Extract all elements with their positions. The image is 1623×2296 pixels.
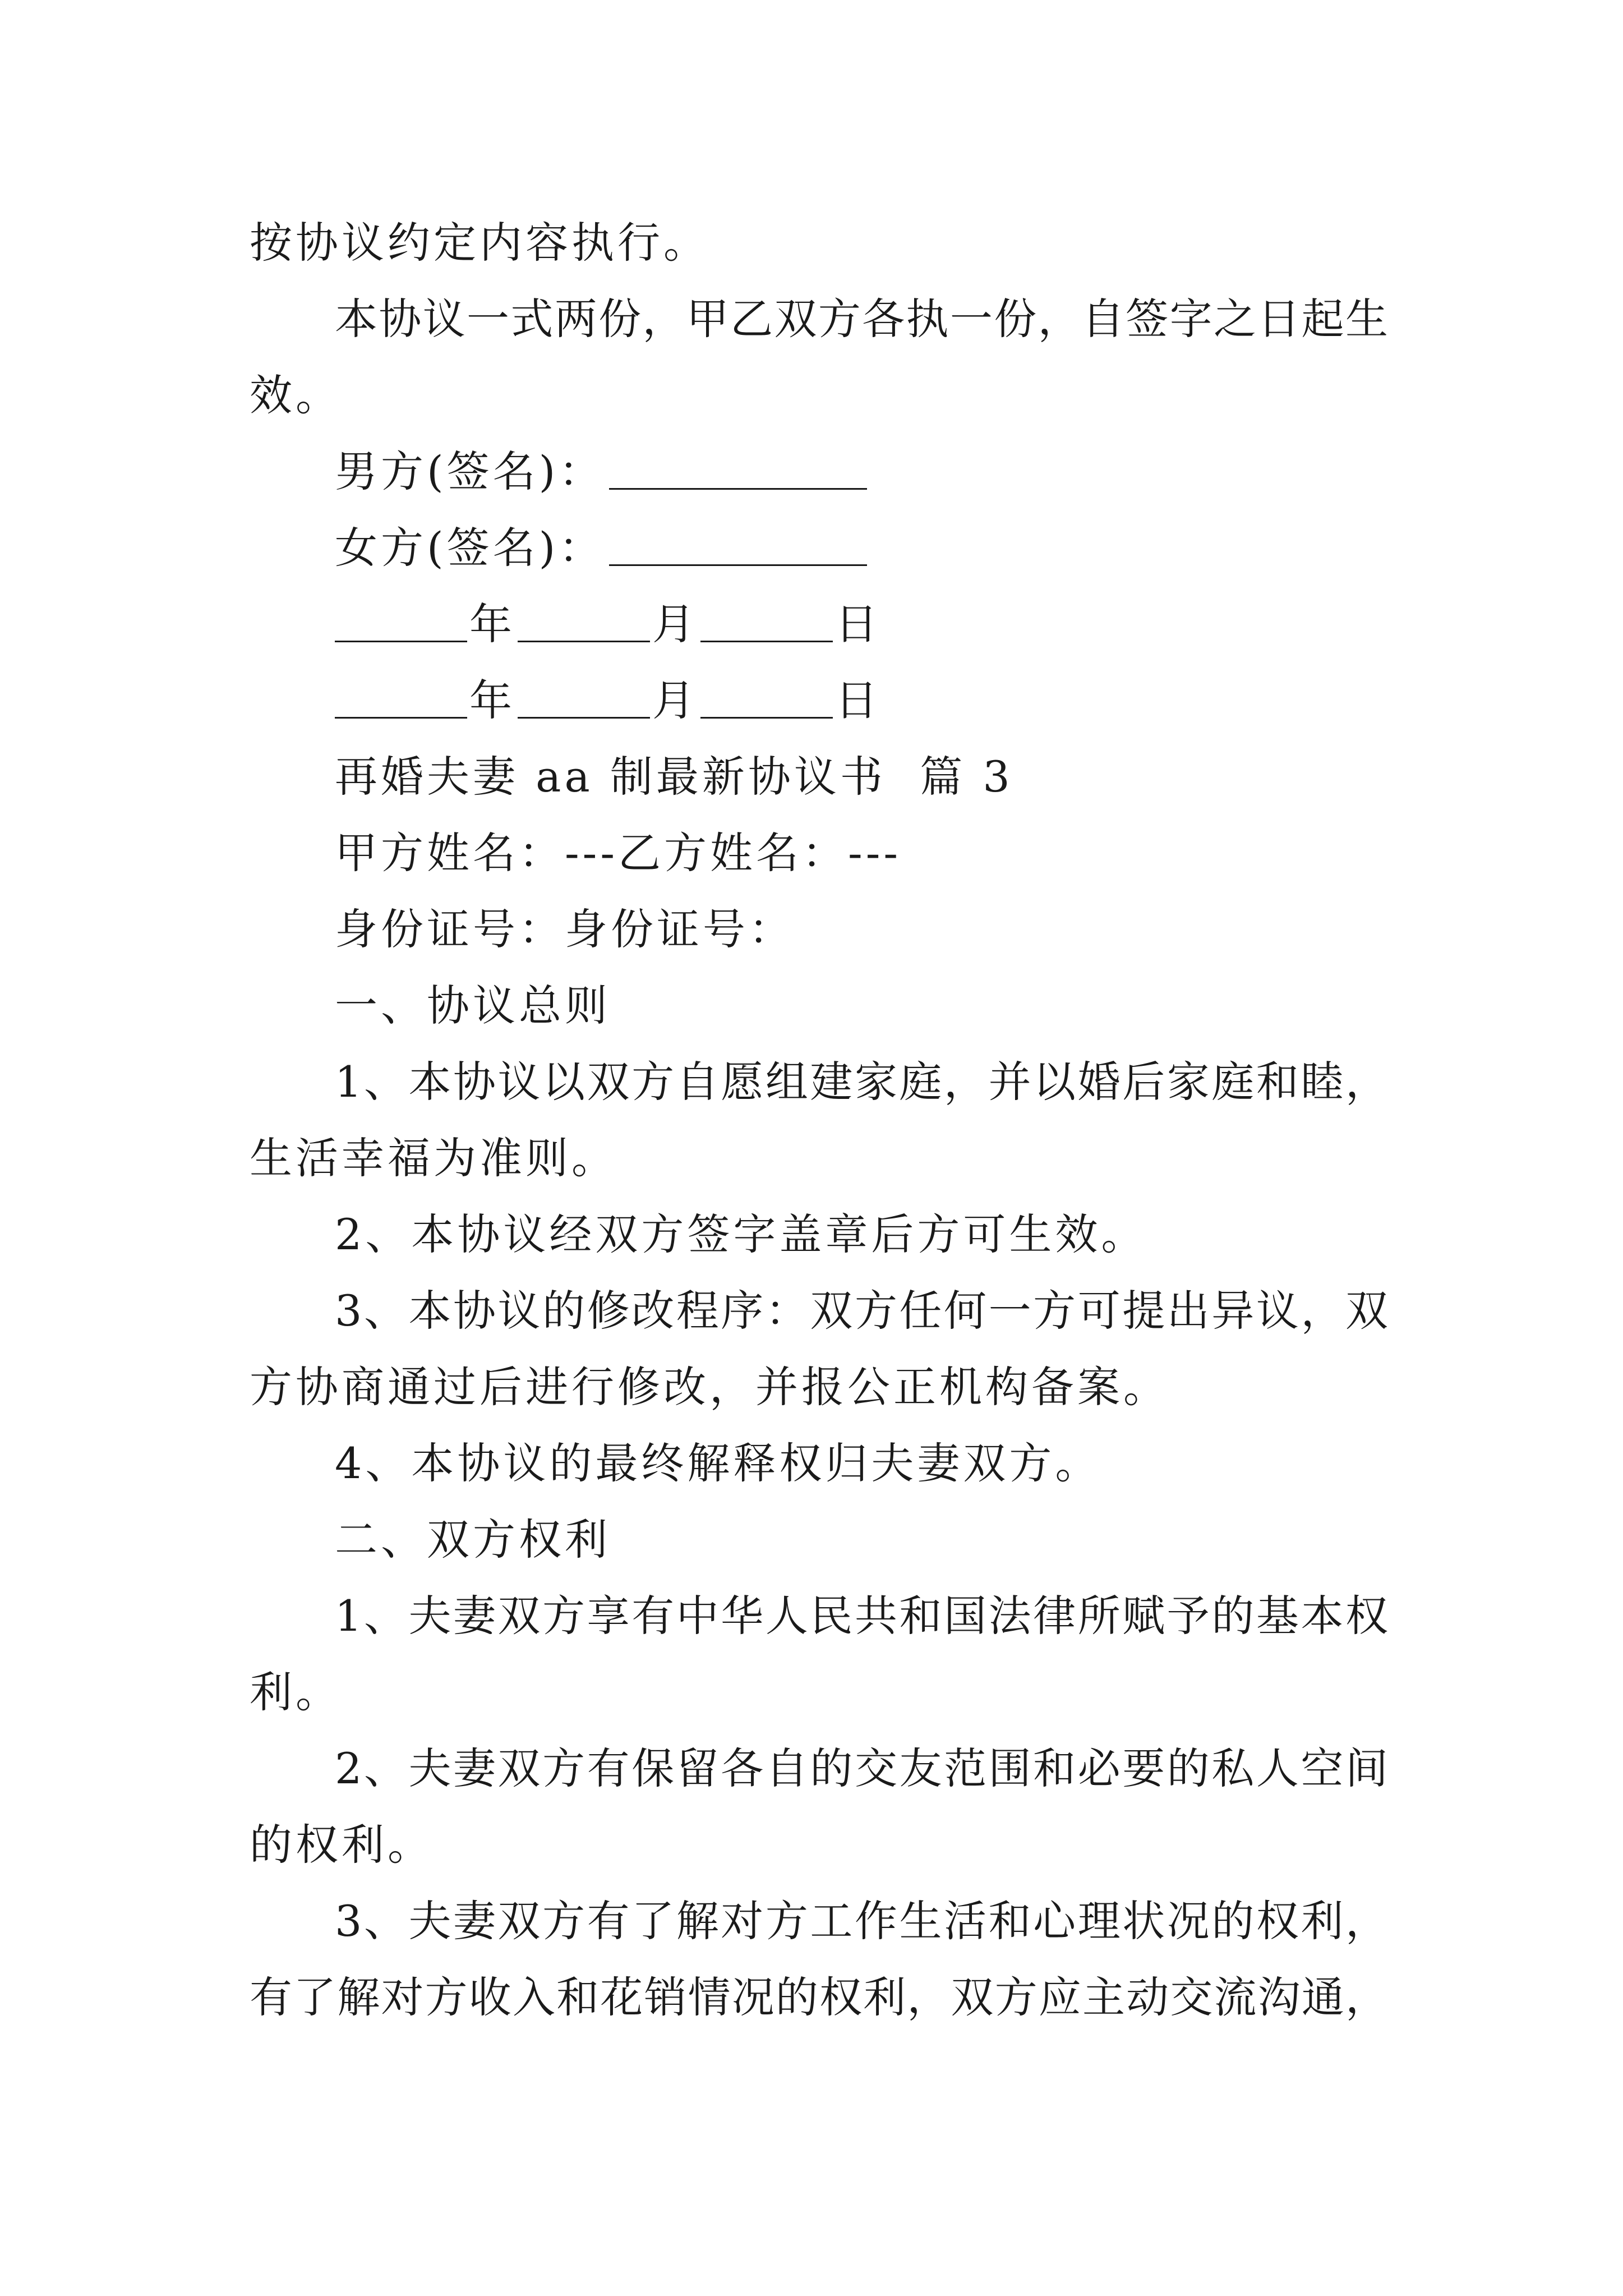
date-unit-year: 年 — [469, 675, 515, 725]
text-line: 本协议一式两份，甲乙双方各执一份，自签字之日起生 — [335, 294, 1388, 344]
signature-label: 女方(签名)： — [335, 523, 605, 573]
date-unit-month: 月 — [652, 599, 698, 649]
signature-blank — [609, 477, 867, 490]
date-line — [250, 586, 1388, 662]
clause-line: 1、夫妻双方享有中华人民共和国法律所赋予的基本权 — [335, 1591, 1388, 1641]
date-blank-year — [335, 629, 467, 642]
clause-line: 的权利。 — [250, 1820, 434, 1870]
document-body — [250, 205, 1388, 2036]
date-blank-day — [700, 629, 833, 642]
clause-line: 有了解对方收入和花销情况的权利，双方应主动交流沟通， — [250, 1972, 1388, 2022]
date-line — [250, 662, 1388, 739]
names-line: 甲方姓名：---乙方姓名：--- — [335, 828, 902, 878]
heading-rights: 二、双方权利 — [335, 1515, 611, 1565]
signature-line-female — [250, 510, 1388, 586]
date-unit-year: 年 — [469, 599, 515, 649]
clause-line: 生活幸福为准则。 — [250, 1133, 617, 1183]
date-blank-day — [700, 706, 833, 719]
heading-general-principles: 一、协议总则 — [335, 981, 611, 1030]
date-unit-month: 月 — [652, 675, 698, 725]
id-number-line: 身份证号：身份证号： — [335, 904, 795, 954]
clause-line: 3、夫妻双方有了解对方工作生活和心理状况的权利， — [335, 1896, 1388, 1946]
date-unit-day: 日 — [835, 599, 881, 649]
clause-line: 1、本协议以双方自愿组建家庭，并以婚后家庭和睦， — [335, 1057, 1388, 1107]
text-line: 按协议约定内容执行。 — [250, 218, 709, 268]
clause-line: 2、本协议经双方签字盖章后方可生效。 — [335, 1209, 1147, 1259]
date-blank-month — [518, 629, 650, 642]
signature-line-male — [250, 434, 1388, 510]
clause-line: 3、本协议的修改程序：双方任何一方可提出异议，双 — [335, 1286, 1388, 1336]
date-blank-year — [335, 706, 467, 719]
section-title: 再婚夫妻 aa 制最新协议书 篇 3 — [335, 752, 1013, 802]
clause-line: 2、夫妻双方有保留各自的交友范围和必要的私人空间 — [335, 1743, 1388, 1793]
date-blank-month — [518, 706, 650, 719]
text-line: 效。 — [250, 370, 342, 420]
clause-line: 方协商通过后进行修改，并报公正机构备案。 — [250, 1362, 1169, 1412]
signature-label: 男方(签名)： — [335, 447, 605, 496]
clause-line: 4、本协议的最终解释权归夫妻双方。 — [335, 1438, 1101, 1488]
signature-blank — [609, 553, 867, 566]
date-unit-day: 日 — [835, 675, 881, 725]
clause-line: 利。 — [250, 1667, 342, 1717]
